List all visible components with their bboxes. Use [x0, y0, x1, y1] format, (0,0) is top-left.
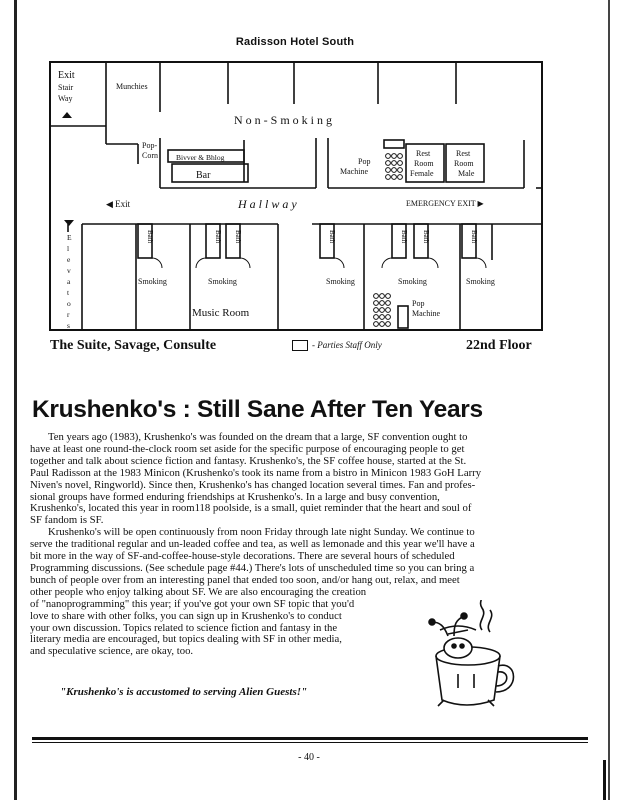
bath-label: Bath [214, 230, 222, 244]
bivver-bhlog-label: Bivver & Bhlog [176, 153, 225, 162]
music-room-label: Music Room [192, 307, 250, 319]
text-line: bunch of people over from an interesting panel that ended too soon, and/or hang out, relax, and meet [30, 573, 460, 586]
text-line: Ten years ago (1983), Krushenko's was founded on the dream that a large, SF convention ought to [48, 431, 468, 443]
page-edge-right [608, 0, 610, 800]
emergency-exit-label: EMERGENCY EXIT ▶ [406, 199, 484, 208]
alien-guests-quote: "Krushenko's is accustomed to serving Alien Guests!" [60, 686, 308, 698]
text-line: other people who enjoy talking about SF. We are also encouraging the creation [30, 585, 367, 598]
rest-room-female-label: Rest [416, 149, 431, 158]
elevators-label: o [67, 299, 71, 308]
legend-box-icon [292, 340, 308, 351]
page-edge-left [14, 0, 17, 800]
paragraph [30, 599, 392, 659]
bath-label: Bath [234, 230, 242, 244]
elevators-label: t [67, 288, 70, 297]
text-line: have at least one round-the-clock room set aside for the specific purpose of encouraging people to get [30, 442, 465, 455]
text-line: Krushenko's will be open continuously from noon Friday through late night Sunday. We continue to [48, 526, 475, 539]
elevators-label: s [67, 321, 70, 330]
text-line: Programming discussions. (See schedule page #44.) There's lots of unscheduled time so you can bring a [30, 561, 475, 574]
text-line: SF fandom is SF. [30, 514, 104, 527]
text-line: love to share with other folks, you can sign up in Krushenko's to conduct [30, 609, 342, 622]
elevators-label: l [67, 244, 70, 253]
rest-room-male-label: Room [454, 159, 474, 168]
text-line: Paul Radisson at the 1983 Minicon (Krushenko's took its name from a bistro in Minicon 1983 GoH Larry [30, 466, 482, 479]
smoking-label: Smoking [466, 277, 495, 286]
exit-stair-label: Stair [58, 83, 74, 92]
text-line: literary media are encouraged, but topics dealing with SF in other media, [30, 633, 342, 646]
bath-label: Bath [146, 230, 154, 244]
text-line: sional groups have formed enduring friendships at Krushenko's. In a large and busy convention, [30, 490, 440, 503]
bath-label: Bath [470, 230, 478, 244]
footer-rule [32, 737, 588, 740]
legend-text: - Parties Staff Only [312, 340, 382, 350]
text-line: serve the traditional regular and un-leaded coffee and tea, as well as lemonade and this year we'll have a [30, 538, 475, 551]
text-line: and speculative science, are okay, too. [30, 645, 194, 658]
rest-room-male-label: Male [458, 169, 475, 178]
bath-label: Bath [400, 230, 408, 244]
page-number: - 40 - [298, 752, 320, 763]
down-arrow-icon [64, 220, 74, 226]
exit-left-label: ◀ Exit [106, 199, 131, 209]
floor-caption: 22nd Floor [466, 338, 532, 353]
elevators-label: e [67, 255, 71, 264]
text-line: of "nanoprogramming" this year; if you've got your own SF topic that you'd [30, 597, 355, 610]
smoking-label: Smoking [398, 277, 427, 286]
hotel-title: Radisson Hotel South [235, 36, 355, 48]
paragraph [30, 527, 570, 598]
text-line: bit more in the way of SF-and-coffee-house-style decorations. There are several hours of scheduled [30, 550, 455, 563]
exit-stair-label: Way [58, 94, 73, 103]
pop-machine-label: Machine [412, 309, 440, 318]
floor-plan [48, 60, 548, 332]
legend [292, 340, 382, 351]
bar-label: Bar [196, 170, 211, 181]
footer-rule-thin [32, 742, 588, 743]
text-line: Krushenko's, located this year in room118 poolside, is a small, quiet reminder that the heart and soul of [30, 502, 472, 515]
elevators-label: a [67, 277, 71, 286]
pop-machine-label: Machine [340, 167, 368, 176]
bath-label: Bath [422, 230, 430, 244]
pop-machine-label: Pop [412, 299, 425, 308]
elevators-label: v [67, 266, 71, 275]
hallway-label: H a l l w a y [238, 197, 297, 211]
alien-mug-illustration [418, 600, 528, 710]
pop-machine-label: Pop [358, 157, 371, 166]
smoking-label: Smoking [208, 277, 237, 286]
article-headline: Krushenko's : Still Sane After Ten Years [32, 396, 483, 423]
bath-label: Bath [328, 230, 336, 244]
text-line: your own discussion. Topics related to science fiction and fantasy in the [30, 621, 338, 634]
elevators-label: E [67, 233, 72, 242]
munchies-label: Munchies [116, 82, 148, 91]
exit-stair-label: Exit [58, 70, 75, 81]
smoking-label: Smoking [326, 277, 355, 286]
text-line: Niven's novel, Ringworld). Since then, Krushenko's has changed location several times. Fan and profes- [30, 478, 476, 491]
rest-room-female-label: Room [414, 159, 434, 168]
up-arrow-icon [62, 112, 72, 118]
page-edge-right-mark [603, 760, 606, 800]
non-smoking-label: N o n - S m o k i n g [234, 113, 333, 127]
smoking-label: Smoking [138, 277, 167, 286]
rest-room-female-label: Female [410, 169, 434, 178]
suite-caption: The Suite, Savage, Consulte [50, 338, 217, 353]
paragraph [30, 432, 570, 527]
popcorn-label: Corn [142, 151, 158, 160]
elevators-label: r [67, 310, 70, 319]
rest-room-male-label: Rest [456, 149, 471, 158]
text-line: together and talk about science fiction and fantasy. Krushenko's, the SF coffee house, started at the St. [30, 454, 467, 467]
popcorn-label: Pop- [142, 141, 158, 150]
